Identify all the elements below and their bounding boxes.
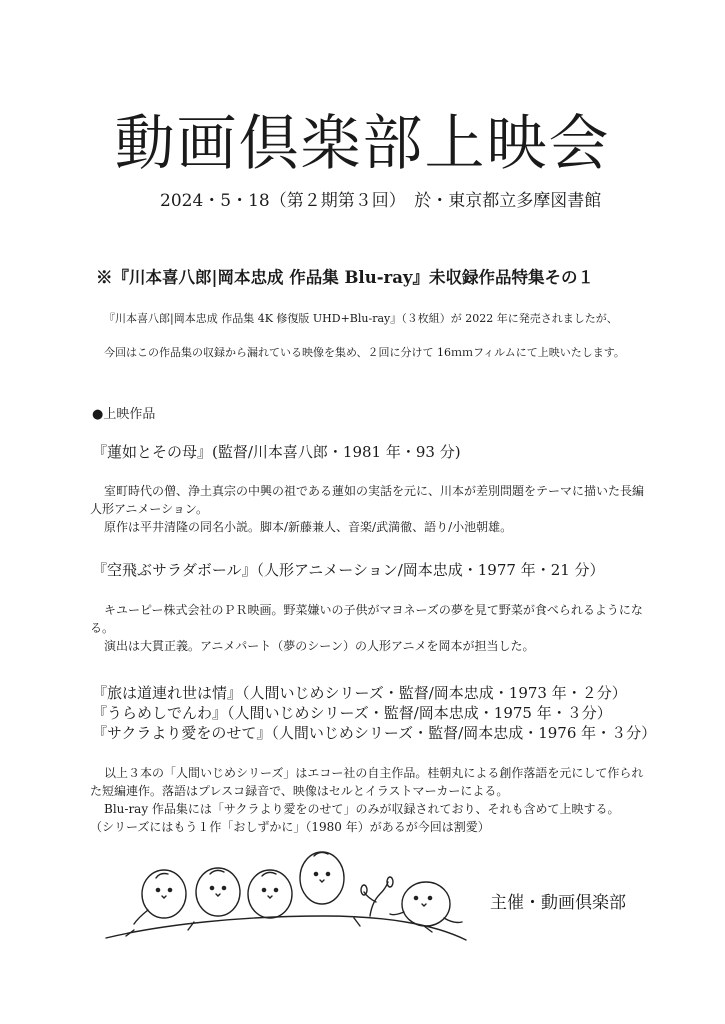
film-description-1 xyxy=(90,482,650,536)
feature-heading: ※『川本喜八郎|岡本忠成 作品集 Blu-ray』未収録作品特集その１ xyxy=(96,268,595,287)
series-desc-para-3: （シリーズにはもう１作「おしずかに」（1980 年）があるが今回は割愛） xyxy=(90,820,490,834)
series-film-title-3: 『サクラより愛をのせて』（人間いじめシリーズ・監督/岡本忠成・1976 年・３分） xyxy=(92,724,657,742)
bird-1 xyxy=(134,870,186,924)
series-film-title-1: 『旅は道連れ世は情』（人間いじめシリーズ・監督/岡本忠成・1973 年・２分） xyxy=(92,684,627,702)
series-film-title-2: 『うらめしでんわ』（人間いじめシリーズ・監督/岡本忠成・1975 年・３分） xyxy=(92,704,612,722)
bird-5 xyxy=(390,882,462,926)
branch xyxy=(106,916,466,940)
birds-on-branch-illustration xyxy=(104,842,474,952)
bird-3 xyxy=(248,870,292,918)
screening-list-label: ●上映作品 xyxy=(92,407,156,422)
sprig xyxy=(361,877,393,916)
bird-4 xyxy=(300,852,344,904)
film-1-desc-para-2: 原作は平井清隆の同名小説。脚本/新藤兼人、音楽/武満徹、語り/小池朝雄。 xyxy=(104,520,513,534)
intro-line-1: 『川本喜八郎|岡本忠成 作品集 4K 修復版 UHD+Blu-ray』（３枚組）が 2022 年に発売されましたが、 xyxy=(104,312,618,325)
series-description xyxy=(90,764,650,836)
film-2-desc-para-2: 演出は大貫正義。アニメパート（夢のシーン）の人形アニメを岡本が担当した。 xyxy=(104,639,535,653)
film-title-2: 『空飛ぶサラダボール』（人形アニメーション/岡本忠成・1977 年・21 分） xyxy=(92,561,605,579)
film-1-desc-para-1: 室町時代の僧、浄土真宗の中興の祖である蓮如の実話を元に、川本が差別問題をテーマに描いた長編人形アニメーション。 xyxy=(90,484,645,516)
film-description-2 xyxy=(90,601,650,655)
organizer-credit: 主催・動画倶楽部 xyxy=(490,893,626,913)
event-dateline: 2024・5・18（第２期第３回） 於・東京都立多摩図書館 xyxy=(160,191,602,211)
series-desc-para-2: Blu-ray 作品集には「サクラより愛をのせて」のみが収録されており、それも含めて上映する。 xyxy=(104,802,620,816)
series-desc-para-1: 以上３本の「人間いじめシリーズ」はエコー社の自主作品。桂朝丸による創作落語を元にして作られた短編連作。落語はプレスコ録音で、映像はセルとイラストマーカーによる。 xyxy=(90,766,644,798)
film-title-1: 『蓮如とその母』(監督/川本喜八郎・1981 年・93 分) xyxy=(92,443,461,461)
intro-line-2: 今回はこの作品集の収録から漏れている映像を集め、２回に分けて 16ｍｍフィルムにて上映いたします。 xyxy=(104,346,625,359)
bird-2 xyxy=(196,868,240,916)
film-2-desc-para-1: キユーピー株式会社のＰＲ映画。野菜嫌いの子供がマヨネーズの夢を見て野菜が食べられるようになる。 xyxy=(90,603,643,635)
page-title: 動画倶楽部上映会 xyxy=(114,109,611,179)
